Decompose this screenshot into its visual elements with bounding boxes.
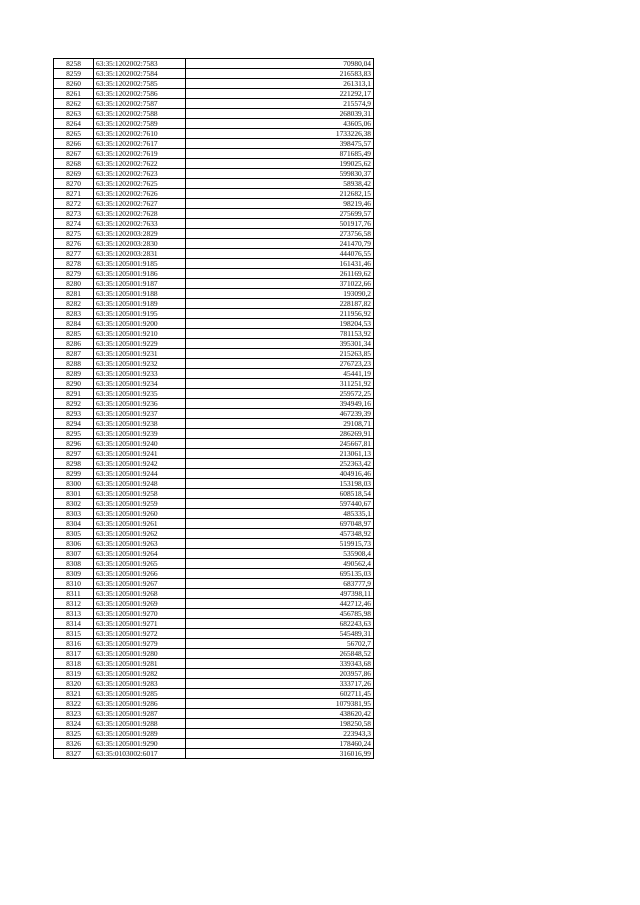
table-row [54,99,374,109]
value-cell: 602711,45 [186,689,374,699]
value-cell: 871685,49 [186,149,374,159]
table-row [54,739,374,749]
cadastral-number-cell: 63:35:1205001:9267 [94,579,186,589]
value-cell: 311251,92 [186,379,374,389]
row-number-cell: 8272 [54,199,94,209]
cadastral-number-cell: 63:35:1205001:9268 [94,589,186,599]
cadastral-number-cell: 63:35:1202002:7627 [94,199,186,209]
row-number-cell: 8317 [54,649,94,659]
cadastral-number-cell: 63:35:1202002:7585 [94,79,186,89]
row-number-cell: 8314 [54,619,94,629]
cadastral-number-cell: 63:35:1205001:9272 [94,629,186,639]
table-row [54,359,374,369]
cadastral-number-cell: 63:35:1205001:9239 [94,429,186,439]
table-row [54,399,374,409]
cadastral-number-cell: 63:35:1205001:9288 [94,719,186,729]
value-cell: 697048,97 [186,519,374,529]
value-cell: 1733226,38 [186,129,374,139]
row-number-cell: 8274 [54,219,94,229]
cadastral-number-cell: 63:35:1205001:9235 [94,389,186,399]
value-cell: 490562,4 [186,559,374,569]
value-cell: 275699,57 [186,209,374,219]
value-cell: 276723,23 [186,359,374,369]
table-row [54,149,374,159]
value-cell: 535908,4 [186,549,374,559]
row-number-cell: 8312 [54,599,94,609]
table-body [54,59,374,759]
table-row [54,459,374,469]
table-row [54,59,374,69]
table-row [54,339,374,349]
cadastral-number-cell: 63:35:1205001:9290 [94,739,186,749]
table-row [54,499,374,509]
table-row [54,289,374,299]
cadastral-number-cell: 63:35:1202002:7584 [94,69,186,79]
row-number-cell: 8299 [54,469,94,479]
value-cell: 608518,54 [186,489,374,499]
table-row [54,639,374,649]
row-number-cell: 8292 [54,399,94,409]
cadastral-number-cell: 63:35:1205001:9281 [94,659,186,669]
row-number-cell: 8290 [54,379,94,389]
cadastral-number-cell: 63:35:1205001:9285 [94,689,186,699]
table-row [54,329,374,339]
cadastral-number-cell: 63:35:1202002:7619 [94,149,186,159]
table-row [54,609,374,619]
row-number-cell: 8306 [54,539,94,549]
row-number-cell: 8301 [54,489,94,499]
row-number-cell: 8270 [54,179,94,189]
row-number-cell: 8326 [54,739,94,749]
value-cell: 497398,11 [186,589,374,599]
row-number-cell: 8265 [54,129,94,139]
row-number-cell: 8261 [54,89,94,99]
value-cell: 70980,04 [186,59,374,69]
table-row [54,229,374,239]
table-row [54,169,374,179]
cadastral-number-cell: 63:35:1205001:9229 [94,339,186,349]
row-number-cell: 8276 [54,239,94,249]
row-number-cell: 8295 [54,429,94,439]
table-row [54,379,374,389]
value-cell: 198250,58 [186,719,374,729]
table-row [54,129,374,139]
table-row [54,419,374,429]
row-number-cell: 8316 [54,639,94,649]
table-row [54,489,374,499]
cadastral-number-cell: 63:35:1205001:9237 [94,409,186,419]
row-number-cell: 8258 [54,59,94,69]
row-number-cell: 8324 [54,719,94,729]
table-row [54,269,374,279]
cadastral-number-cell: 63:35:1202002:7583 [94,59,186,69]
value-cell: 212682,15 [186,189,374,199]
value-cell: 261169,62 [186,269,374,279]
value-cell: 456785,98 [186,609,374,619]
table-row [54,549,374,559]
value-cell: 781153,92 [186,329,374,339]
cadastral-number-cell: 63:35:1205001:9279 [94,639,186,649]
value-cell: 223943,3 [186,729,374,739]
table-row [54,699,374,709]
cadastral-number-cell: 63:35:1205001:9266 [94,569,186,579]
table-row [54,629,374,639]
value-cell: 178460,24 [186,739,374,749]
row-number-cell: 8291 [54,389,94,399]
cadastral-number-cell: 63:35:1205001:9261 [94,519,186,529]
cadastral-number-cell: 63:35:1205001:9210 [94,329,186,339]
cadastral-number-cell: 63:35:1205001:9185 [94,259,186,269]
cadastral-number-cell: 63:35:1205001:9270 [94,609,186,619]
value-cell: 394949,16 [186,399,374,409]
value-cell: 268039,31 [186,109,374,119]
row-number-cell: 8271 [54,189,94,199]
cadastral-number-cell: 63:35:1205001:9258 [94,489,186,499]
value-cell: 682243,63 [186,619,374,629]
value-cell: 98219,46 [186,199,374,209]
table-row [54,519,374,529]
table-row [54,729,374,739]
table-row [54,109,374,119]
value-cell: 519915,73 [186,539,374,549]
table-row [54,189,374,199]
row-number-cell: 8260 [54,79,94,89]
row-number-cell: 8320 [54,679,94,689]
cadastral-number-cell: 63:35:1205001:9238 [94,419,186,429]
row-number-cell: 8327 [54,749,94,759]
cadastral-number-cell: 63:35:1205001:9265 [94,559,186,569]
table-row [54,669,374,679]
row-number-cell: 8296 [54,439,94,449]
table-row [54,389,374,399]
cadastral-number-cell: 63:35:1205001:9231 [94,349,186,359]
row-number-cell: 8325 [54,729,94,739]
row-number-cell: 8311 [54,589,94,599]
table-row [54,199,374,209]
table-row [54,619,374,629]
row-number-cell: 8308 [54,559,94,569]
cadastral-number-cell: 63:35:1205001:9287 [94,709,186,719]
cadastral-number-cell: 63:35:1202002:7622 [94,159,186,169]
cadastral-number-cell: 63:35:1205001:9242 [94,459,186,469]
value-cell: 485335,1 [186,509,374,519]
table-row [54,709,374,719]
row-number-cell: 8273 [54,209,94,219]
table-row [54,159,374,169]
cadastral-number-cell: 63:35:1202003:2831 [94,249,186,259]
row-number-cell: 8313 [54,609,94,619]
value-cell: 438620,42 [186,709,374,719]
table-row [54,559,374,569]
value-cell: 545489,31 [186,629,374,639]
table-row [54,409,374,419]
row-number-cell: 8305 [54,529,94,539]
row-number-cell: 8323 [54,709,94,719]
row-number-cell: 8269 [54,169,94,179]
value-cell: 245667,81 [186,439,374,449]
table-row [54,649,374,659]
table-row [54,89,374,99]
row-number-cell: 8297 [54,449,94,459]
value-cell: 467239,39 [186,409,374,419]
row-number-cell: 8318 [54,659,94,669]
table-row [54,569,374,579]
row-number-cell: 8287 [54,349,94,359]
value-cell: 333717,26 [186,679,374,689]
cadastral-number-cell: 63:35:1205001:9236 [94,399,186,409]
cadastral-number-cell: 63:35:1202002:7625 [94,179,186,189]
value-cell: 599830,37 [186,169,374,179]
table-row [54,259,374,269]
table-row [54,719,374,729]
value-cell: 221292,17 [186,89,374,99]
row-number-cell: 8294 [54,419,94,429]
value-cell: 597440,67 [186,499,374,509]
cadastral-number-cell: 63:35:1205001:9283 [94,679,186,689]
row-number-cell: 8263 [54,109,94,119]
table-row [54,69,374,79]
value-cell: 211956,92 [186,309,374,319]
cadastral-number-cell: 63:35:1202003:2830 [94,239,186,249]
table-row [54,139,374,149]
value-cell: 442712,46 [186,599,374,609]
cadastral-number-cell: 63:35:1202003:2829 [94,229,186,239]
row-number-cell: 8259 [54,69,94,79]
row-number-cell: 8266 [54,139,94,149]
value-cell: 316016,99 [186,749,374,759]
value-cell: 199025,62 [186,159,374,169]
row-number-cell: 8279 [54,269,94,279]
row-number-cell: 8283 [54,309,94,319]
value-cell: 261313,1 [186,79,374,89]
row-number-cell: 8278 [54,259,94,269]
row-number-cell: 8288 [54,359,94,369]
cadastral-number-cell: 63:35:1205001:9188 [94,289,186,299]
row-number-cell: 8304 [54,519,94,529]
table-row [54,319,374,329]
value-cell: 404916,46 [186,469,374,479]
row-number-cell: 8282 [54,299,94,309]
table-row [54,439,374,449]
data-table [53,58,374,759]
row-number-cell: 8319 [54,669,94,679]
row-number-cell: 8321 [54,689,94,699]
row-number-cell: 8310 [54,579,94,589]
table-row [54,449,374,459]
value-cell: 161431,46 [186,259,374,269]
row-number-cell: 8315 [54,629,94,639]
row-number-cell: 8281 [54,289,94,299]
cadastral-number-cell: 63:35:1202002:7626 [94,189,186,199]
table-row [54,239,374,249]
table-row [54,469,374,479]
cadastral-number-cell: 63:35:1202002:7588 [94,109,186,119]
value-cell: 216583,83 [186,69,374,79]
cadastral-number-cell: 63:35:1202002:7586 [94,89,186,99]
value-cell: 395301,34 [186,339,374,349]
cadastral-number-cell: 63:35:1202002:7587 [94,99,186,109]
table-row [54,479,374,489]
cadastral-number-cell: 63:35:1202002:7617 [94,139,186,149]
value-cell: 444076,55 [186,249,374,259]
cadastral-number-cell: 63:35:1205001:9241 [94,449,186,459]
cadastral-number-cell: 63:35:0103002:6017 [94,749,186,759]
value-cell: 213061,13 [186,449,374,459]
cadastral-number-cell: 63:35:1202002:7610 [94,129,186,139]
table-row [54,209,374,219]
value-cell: 273756,58 [186,229,374,239]
cadastral-number-cell: 63:35:1205001:9248 [94,479,186,489]
cadastral-number-cell: 63:35:1202002:7623 [94,169,186,179]
cadastral-number-cell: 63:35:1205001:9260 [94,509,186,519]
value-cell: 45441,19 [186,369,374,379]
value-cell: 339343,68 [186,659,374,669]
row-number-cell: 8267 [54,149,94,159]
cadastral-number-cell: 63:35:1205001:9189 [94,299,186,309]
table-row [54,679,374,689]
row-number-cell: 8298 [54,459,94,469]
table-row [54,349,374,359]
table-row [54,689,374,699]
row-number-cell: 8322 [54,699,94,709]
row-number-cell: 8284 [54,319,94,329]
cadastral-number-cell: 63:35:1205001:9244 [94,469,186,479]
value-cell: 259572,25 [186,389,374,399]
row-number-cell: 8302 [54,499,94,509]
cadastral-number-cell: 63:35:1205001:9271 [94,619,186,629]
value-cell: 29108,71 [186,419,374,429]
cadastral-number-cell: 63:35:1205001:9240 [94,439,186,449]
table-row [54,219,374,229]
cadastral-number-cell: 63:35:1205001:9262 [94,529,186,539]
table-row [54,509,374,519]
row-number-cell: 8268 [54,159,94,169]
value-cell: 153198,03 [186,479,374,489]
table-row [54,299,374,309]
table-row [54,539,374,549]
cadastral-number-cell: 63:35:1205001:9259 [94,499,186,509]
value-cell: 1079381,95 [186,699,374,709]
cadastral-number-cell: 63:35:1202002:7633 [94,219,186,229]
cadastral-number-cell: 63:35:1205001:9186 [94,269,186,279]
table-row [54,279,374,289]
value-cell: 371022,66 [186,279,374,289]
value-cell: 683777,9 [186,579,374,589]
cadastral-number-cell: 63:35:1205001:9286 [94,699,186,709]
value-cell: 501917,76 [186,219,374,229]
row-number-cell: 8307 [54,549,94,559]
value-cell: 252363,42 [186,459,374,469]
value-cell: 457348,92 [186,529,374,539]
value-cell: 228187,82 [186,299,374,309]
table-row [54,369,374,379]
value-cell: 198204,53 [186,319,374,329]
row-number-cell: 8293 [54,409,94,419]
cadastral-number-cell: 63:35:1205001:9269 [94,599,186,609]
row-number-cell: 8275 [54,229,94,239]
value-cell: 265848,52 [186,649,374,659]
cadastral-number-cell: 63:35:1205001:9280 [94,649,186,659]
cadastral-number-cell: 63:35:1202002:7589 [94,119,186,129]
table-row [54,659,374,669]
cadastral-number-cell: 63:35:1205001:9233 [94,369,186,379]
row-number-cell: 8300 [54,479,94,489]
row-number-cell: 8277 [54,249,94,259]
table-row [54,309,374,319]
cadastral-number-cell: 63:35:1205001:9289 [94,729,186,739]
value-cell: 43605,06 [186,119,374,129]
table-row [54,429,374,439]
row-number-cell: 8303 [54,509,94,519]
row-number-cell: 8262 [54,99,94,109]
cadastral-number-cell: 63:35:1205001:9187 [94,279,186,289]
row-number-cell: 8309 [54,569,94,579]
value-cell: 56702,7 [186,639,374,649]
table-row [54,119,374,129]
cadastral-number-cell: 63:35:1205001:9264 [94,549,186,559]
table-row [54,179,374,189]
table-row [54,589,374,599]
value-cell: 203957,86 [186,669,374,679]
value-cell: 58938,42 [186,179,374,189]
value-cell: 241470,79 [186,239,374,249]
table-row [54,749,374,759]
cadastral-number-cell: 63:35:1205001:9195 [94,309,186,319]
value-cell: 215263,85 [186,349,374,359]
table-row [54,599,374,609]
cadastral-number-cell: 63:35:1205001:9234 [94,379,186,389]
table-row [54,579,374,589]
cadastral-number-cell: 63:35:1202002:7628 [94,209,186,219]
value-cell: 695135,03 [186,569,374,579]
cadastral-number-cell: 63:35:1205001:9282 [94,669,186,679]
value-cell: 398475,57 [186,139,374,149]
row-number-cell: 8286 [54,339,94,349]
cadastral-number-cell: 63:35:1205001:9232 [94,359,186,369]
value-cell: 286269,91 [186,429,374,439]
cadastral-number-cell: 63:35:1205001:9200 [94,319,186,329]
row-number-cell: 8285 [54,329,94,339]
table-row [54,79,374,89]
row-number-cell: 8264 [54,119,94,129]
row-number-cell: 8289 [54,369,94,379]
row-number-cell: 8280 [54,279,94,289]
cadastral-number-cell: 63:35:1205001:9263 [94,539,186,549]
value-cell: 215574,9 [186,99,374,109]
table-row [54,249,374,259]
table-row [54,529,374,539]
value-cell: 193090,2 [186,289,374,299]
